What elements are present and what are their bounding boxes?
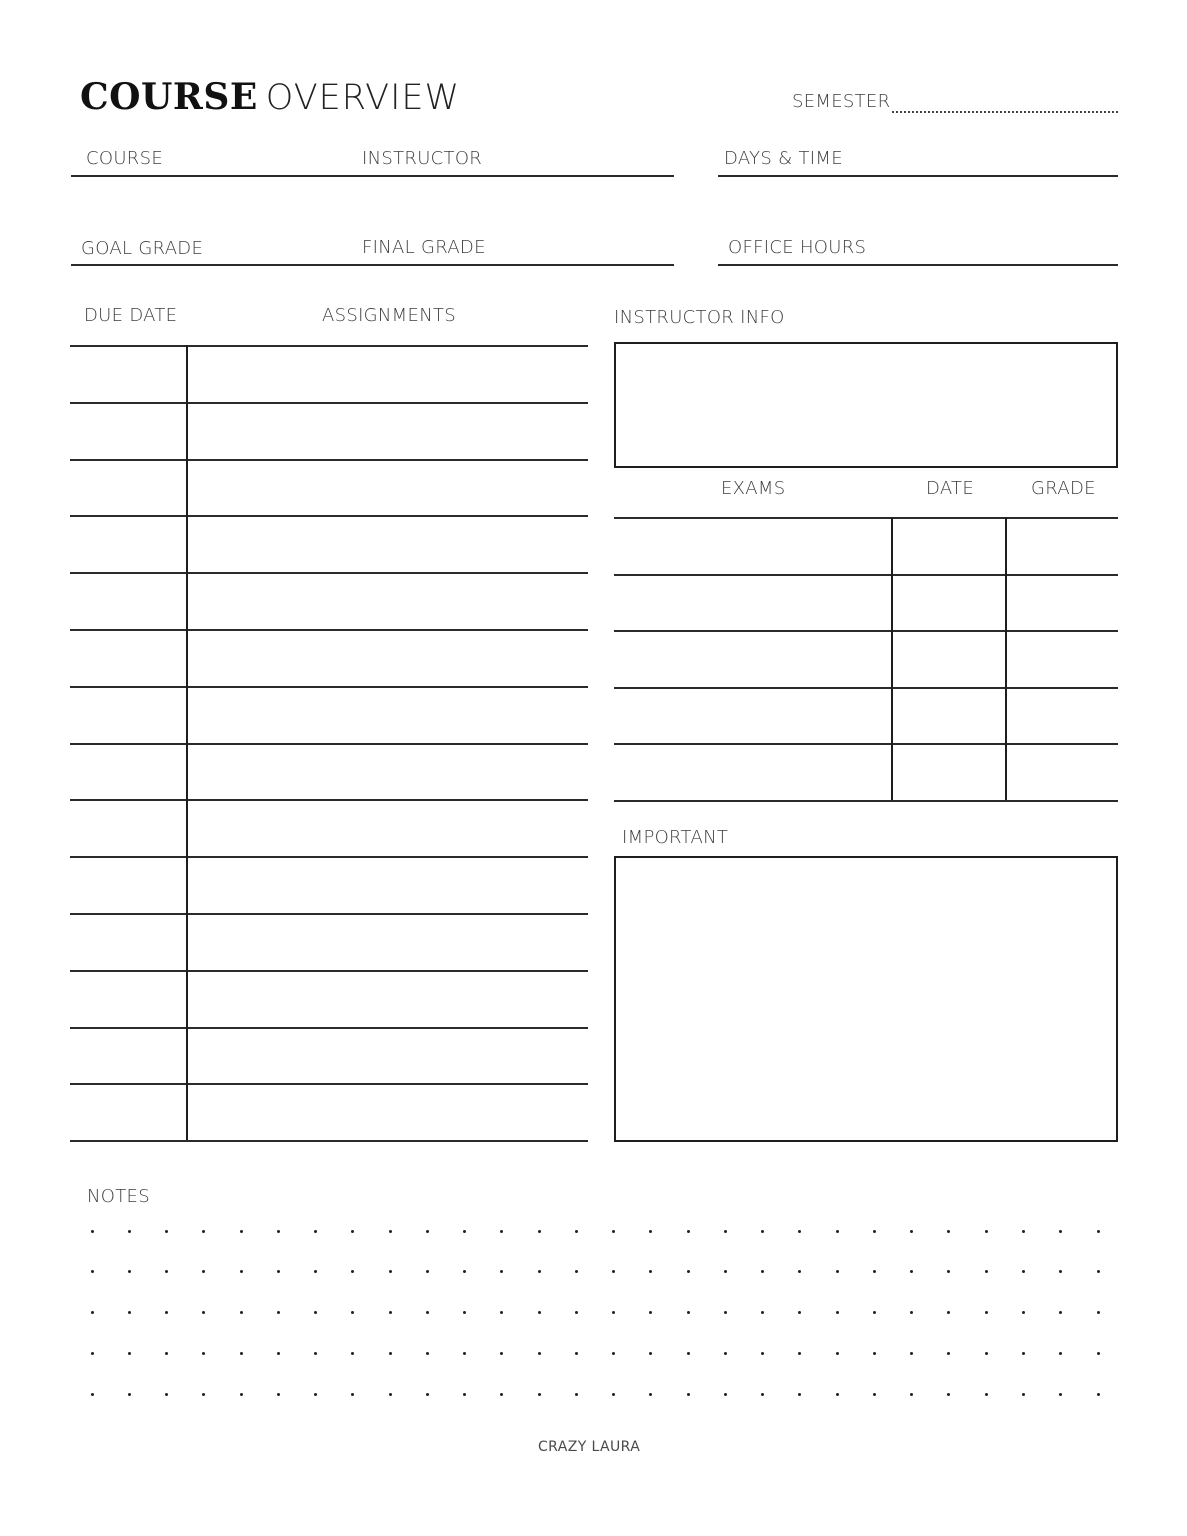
notes-dot: [575, 1230, 578, 1233]
notes-dot: [165, 1393, 168, 1396]
notes-dot: [202, 1270, 205, 1273]
notes-dot: [798, 1311, 801, 1314]
notes-dot: [538, 1270, 541, 1273]
assignment-name-cell[interactable]: [188, 517, 588, 572]
assignment-due-date-cell[interactable]: [70, 915, 186, 970]
exam-date-cell[interactable]: [893, 576, 1005, 631]
exam-name-cell[interactable]: [616, 745, 891, 800]
notes-dot: [1097, 1230, 1100, 1233]
assignment-name-cell[interactable]: [188, 631, 588, 686]
notes-dot: [500, 1311, 503, 1314]
assignment-due-date-cell[interactable]: [70, 574, 186, 629]
assignment-due-date-cell[interactable]: [70, 801, 186, 856]
grade-underline: [71, 264, 674, 266]
assignment-name-cell[interactable]: [188, 688, 588, 743]
notes-dot: [314, 1352, 317, 1355]
office-hours-field[interactable]: [718, 230, 1118, 266]
assignment-due-date-cell[interactable]: [70, 858, 186, 913]
notes-dot: [351, 1352, 354, 1355]
instructor-label: INSTRUCTOR: [362, 148, 483, 169]
notes-dot: [575, 1311, 578, 1314]
notes-dot: [873, 1352, 876, 1355]
notes-dot: [277, 1393, 280, 1396]
days-time-underline: [718, 175, 1118, 177]
notes-dot: [1059, 1230, 1062, 1233]
notes-dot: [538, 1352, 541, 1355]
notes-dot: [202, 1393, 205, 1396]
notes-dot: [612, 1230, 615, 1233]
notes-dot: [165, 1311, 168, 1314]
notes-dot: [985, 1393, 988, 1396]
notes-dot: [389, 1311, 392, 1314]
notes-dot: [947, 1393, 950, 1396]
assignment-due-date-cell[interactable]: [70, 404, 186, 459]
notes-dot: [426, 1352, 429, 1355]
notes-dot: [910, 1270, 913, 1273]
notes-dot: [128, 1230, 131, 1233]
title-bold: COURSE: [80, 76, 258, 118]
assignment-name-cell[interactable]: [188, 1029, 588, 1084]
notes-dot: [165, 1352, 168, 1355]
due-date-header: DUE DATE: [84, 305, 178, 326]
notes-dot: [1022, 1230, 1025, 1233]
notes-dot: [314, 1393, 317, 1396]
exam-date-cell[interactable]: [893, 632, 1005, 687]
assignment-due-date-cell[interactable]: [70, 1085, 186, 1140]
goal-grade-label: GOAL GRADE: [81, 238, 204, 259]
notes-dot: [836, 1352, 839, 1355]
notes-dot: [649, 1352, 652, 1355]
notes-dot: [612, 1352, 615, 1355]
page-title: [80, 76, 460, 118]
assignment-name-cell[interactable]: [188, 915, 588, 970]
assignment-due-date-cell[interactable]: [70, 631, 186, 686]
notes-dot: [500, 1270, 503, 1273]
notes-dot: [724, 1393, 727, 1396]
exam-name-cell[interactable]: [616, 576, 891, 631]
assignment-column-divider: [186, 345, 188, 1140]
exam-date-header: DATE: [926, 478, 975, 499]
notes-dot: [836, 1230, 839, 1233]
notes-dot: [873, 1230, 876, 1233]
exam-grade-cell[interactable]: [1007, 632, 1118, 687]
exam-grade-header: GRADE: [1031, 478, 1096, 499]
notes-dot: [947, 1270, 950, 1273]
notes-dot: [985, 1270, 988, 1273]
notes-dot: [463, 1270, 466, 1273]
notes-dot: [314, 1230, 317, 1233]
exam-name-cell[interactable]: [616, 689, 891, 744]
notes-dot: [1097, 1393, 1100, 1396]
notes-dot: [761, 1393, 764, 1396]
notes-dot: [351, 1311, 354, 1314]
notes-dot: [910, 1393, 913, 1396]
notes-dot: [798, 1270, 801, 1273]
course-label: COURSE: [86, 148, 164, 169]
assignments-header: ASSIGNMENTS: [322, 305, 456, 326]
assignment-due-date-cell[interactable]: [70, 517, 186, 572]
notes-dot: [836, 1270, 839, 1273]
notes-dot: [463, 1393, 466, 1396]
notes-dot: [724, 1352, 727, 1355]
notes-dot: [910, 1311, 913, 1314]
assignment-row-line: [70, 1140, 588, 1142]
notes-dot-grid[interactable]: [80, 1220, 1110, 1405]
notes-dot: [500, 1230, 503, 1233]
notes-dot: [351, 1270, 354, 1273]
title-light: OVERVIEW: [265, 78, 461, 118]
notes-dot: [240, 1270, 243, 1273]
assignment-name-cell[interactable]: [188, 745, 588, 800]
important-label: IMPORTANT: [622, 827, 729, 848]
notes-dot: [687, 1270, 690, 1273]
notes-dot: [351, 1393, 354, 1396]
assignment-due-date-cell[interactable]: [70, 1029, 186, 1084]
notes-dot: [463, 1311, 466, 1314]
assignment-due-date-cell[interactable]: [70, 972, 186, 1027]
notes-dot: [314, 1270, 317, 1273]
notes-dot: [1059, 1352, 1062, 1355]
notes-dot: [240, 1230, 243, 1233]
final-grade-label: FINAL GRADE: [362, 237, 486, 258]
notes-label: NOTES: [87, 1186, 150, 1207]
notes-dot: [947, 1311, 950, 1314]
semester-field[interactable]: [892, 111, 1118, 113]
notes-dot: [1022, 1393, 1025, 1396]
assignment-due-date-cell[interactable]: [70, 745, 186, 800]
notes-dot: [277, 1230, 280, 1233]
assignment-name-cell[interactable]: [188, 972, 588, 1027]
notes-dot: [463, 1230, 466, 1233]
notes-dot: [798, 1352, 801, 1355]
notes-dot: [91, 1270, 94, 1273]
instructor-info-box[interactable]: [614, 342, 1118, 468]
office-hours-label: OFFICE HOURS: [728, 237, 867, 258]
notes-dot: [687, 1311, 690, 1314]
assignment-name-cell[interactable]: [188, 1085, 588, 1140]
notes-dot: [128, 1270, 131, 1273]
exam-grade-cell[interactable]: [1007, 519, 1118, 574]
notes-dot: [1097, 1311, 1100, 1314]
exam-grade-cell[interactable]: [1007, 689, 1118, 744]
notes-dot: [1059, 1311, 1062, 1314]
notes-dot: [1022, 1311, 1025, 1314]
notes-dot: [873, 1393, 876, 1396]
notes-dot: [612, 1270, 615, 1273]
exam-date-cell[interactable]: [893, 519, 1005, 574]
notes-dot: [687, 1352, 690, 1355]
exams-header: EXAMS: [721, 478, 786, 499]
notes-dot: [836, 1311, 839, 1314]
exam-column-divider: [891, 517, 893, 800]
notes-dot: [724, 1311, 727, 1314]
assignment-due-date-cell[interactable]: [70, 461, 186, 516]
exam-name-cell[interactable]: [616, 519, 891, 574]
notes-dot: [426, 1393, 429, 1396]
important-box[interactable]: [614, 856, 1118, 1142]
notes-dot: [612, 1393, 615, 1396]
notes-dot: [724, 1270, 727, 1273]
notes-dot: [128, 1352, 131, 1355]
exam-date-cell[interactable]: [893, 745, 1005, 800]
assignment-name-cell[interactable]: [188, 858, 588, 913]
notes-dot: [277, 1352, 280, 1355]
notes-dot: [575, 1393, 578, 1396]
notes-dot: [1059, 1393, 1062, 1396]
notes-dot: [128, 1311, 131, 1314]
notes-dot: [91, 1352, 94, 1355]
notes-dot: [165, 1230, 168, 1233]
notes-dot: [426, 1230, 429, 1233]
notes-dot: [873, 1311, 876, 1314]
notes-dot: [649, 1270, 652, 1273]
assignment-name-cell[interactable]: [188, 347, 588, 402]
assignment-name-cell[interactable]: [188, 404, 588, 459]
notes-dot: [724, 1230, 727, 1233]
notes-dot: [1059, 1270, 1062, 1273]
notes-dot: [761, 1230, 764, 1233]
notes-dot: [202, 1352, 205, 1355]
notes-dot: [538, 1311, 541, 1314]
notes-dot: [761, 1311, 764, 1314]
notes-dot: [389, 1230, 392, 1233]
assignment-due-date-cell[interactable]: [70, 688, 186, 743]
notes-dot: [1097, 1352, 1100, 1355]
notes-dot: [687, 1393, 690, 1396]
notes-dot: [202, 1230, 205, 1233]
notes-dot: [947, 1352, 950, 1355]
notes-dot: [575, 1352, 578, 1355]
notes-dot: [1097, 1270, 1100, 1273]
grade-field[interactable]: [71, 230, 674, 266]
exam-row-line: [614, 800, 1118, 802]
notes-dot: [277, 1311, 280, 1314]
notes-dot: [389, 1270, 392, 1273]
assignment-name-cell[interactable]: [188, 461, 588, 516]
notes-dot: [910, 1352, 913, 1355]
notes-dot: [761, 1270, 764, 1273]
days-time-label: DAYS & TIME: [724, 148, 843, 169]
notes-dot: [389, 1352, 392, 1355]
notes-dot: [240, 1311, 243, 1314]
notes-dot: [500, 1352, 503, 1355]
notes-dot: [277, 1270, 280, 1273]
notes-dot: [575, 1270, 578, 1273]
notes-dot: [761, 1352, 764, 1355]
office-hours-underline: [718, 264, 1118, 266]
notes-dot: [314, 1311, 317, 1314]
exam-name-cell[interactable]: [616, 632, 891, 687]
assignment-due-date-cell[interactable]: [70, 347, 186, 402]
notes-dot: [985, 1230, 988, 1233]
course-instructor-field[interactable]: [71, 140, 674, 176]
notes-dot: [91, 1393, 94, 1396]
notes-dot: [91, 1230, 94, 1233]
notes-dot: [985, 1311, 988, 1314]
notes-dot: [538, 1393, 541, 1396]
notes-dot: [612, 1311, 615, 1314]
assignment-name-cell[interactable]: [188, 574, 588, 629]
notes-dot: [240, 1352, 243, 1355]
notes-dot: [1022, 1270, 1025, 1273]
notes-dot: [202, 1311, 205, 1314]
notes-dot: [985, 1352, 988, 1355]
assignment-name-cell[interactable]: [188, 801, 588, 856]
notes-dot: [351, 1230, 354, 1233]
semester-label: SEMESTER: [792, 91, 891, 112]
notes-dot: [798, 1230, 801, 1233]
notes-dot: [947, 1230, 950, 1233]
instructor-info-label: INSTRUCTOR INFO: [614, 307, 785, 328]
notes-dot: [165, 1270, 168, 1273]
exam-grade-cell[interactable]: [1007, 576, 1118, 631]
notes-dot: [1022, 1352, 1025, 1355]
notes-dot: [649, 1230, 652, 1233]
notes-dot: [240, 1393, 243, 1396]
notes-dot: [91, 1311, 94, 1314]
notes-dot: [687, 1230, 690, 1233]
notes-dot: [836, 1393, 839, 1396]
exam-column-divider: [1005, 517, 1007, 800]
exam-date-cell[interactable]: [893, 689, 1005, 744]
notes-dot: [426, 1270, 429, 1273]
days-time-field[interactable]: [718, 140, 1118, 176]
notes-dot: [463, 1352, 466, 1355]
course-instructor-underline: [71, 175, 674, 177]
notes-dot: [649, 1311, 652, 1314]
notes-dot: [389, 1393, 392, 1396]
notes-dot: [500, 1393, 503, 1396]
notes-dot: [798, 1393, 801, 1396]
notes-dot: [910, 1230, 913, 1233]
notes-dot: [426, 1311, 429, 1314]
notes-dot: [649, 1393, 652, 1396]
exam-grade-cell[interactable]: [1007, 745, 1118, 800]
notes-dot: [538, 1230, 541, 1233]
notes-dot: [873, 1270, 876, 1273]
footer-brand: CRAZY LAURA: [538, 1439, 641, 1455]
notes-dot: [128, 1393, 131, 1396]
